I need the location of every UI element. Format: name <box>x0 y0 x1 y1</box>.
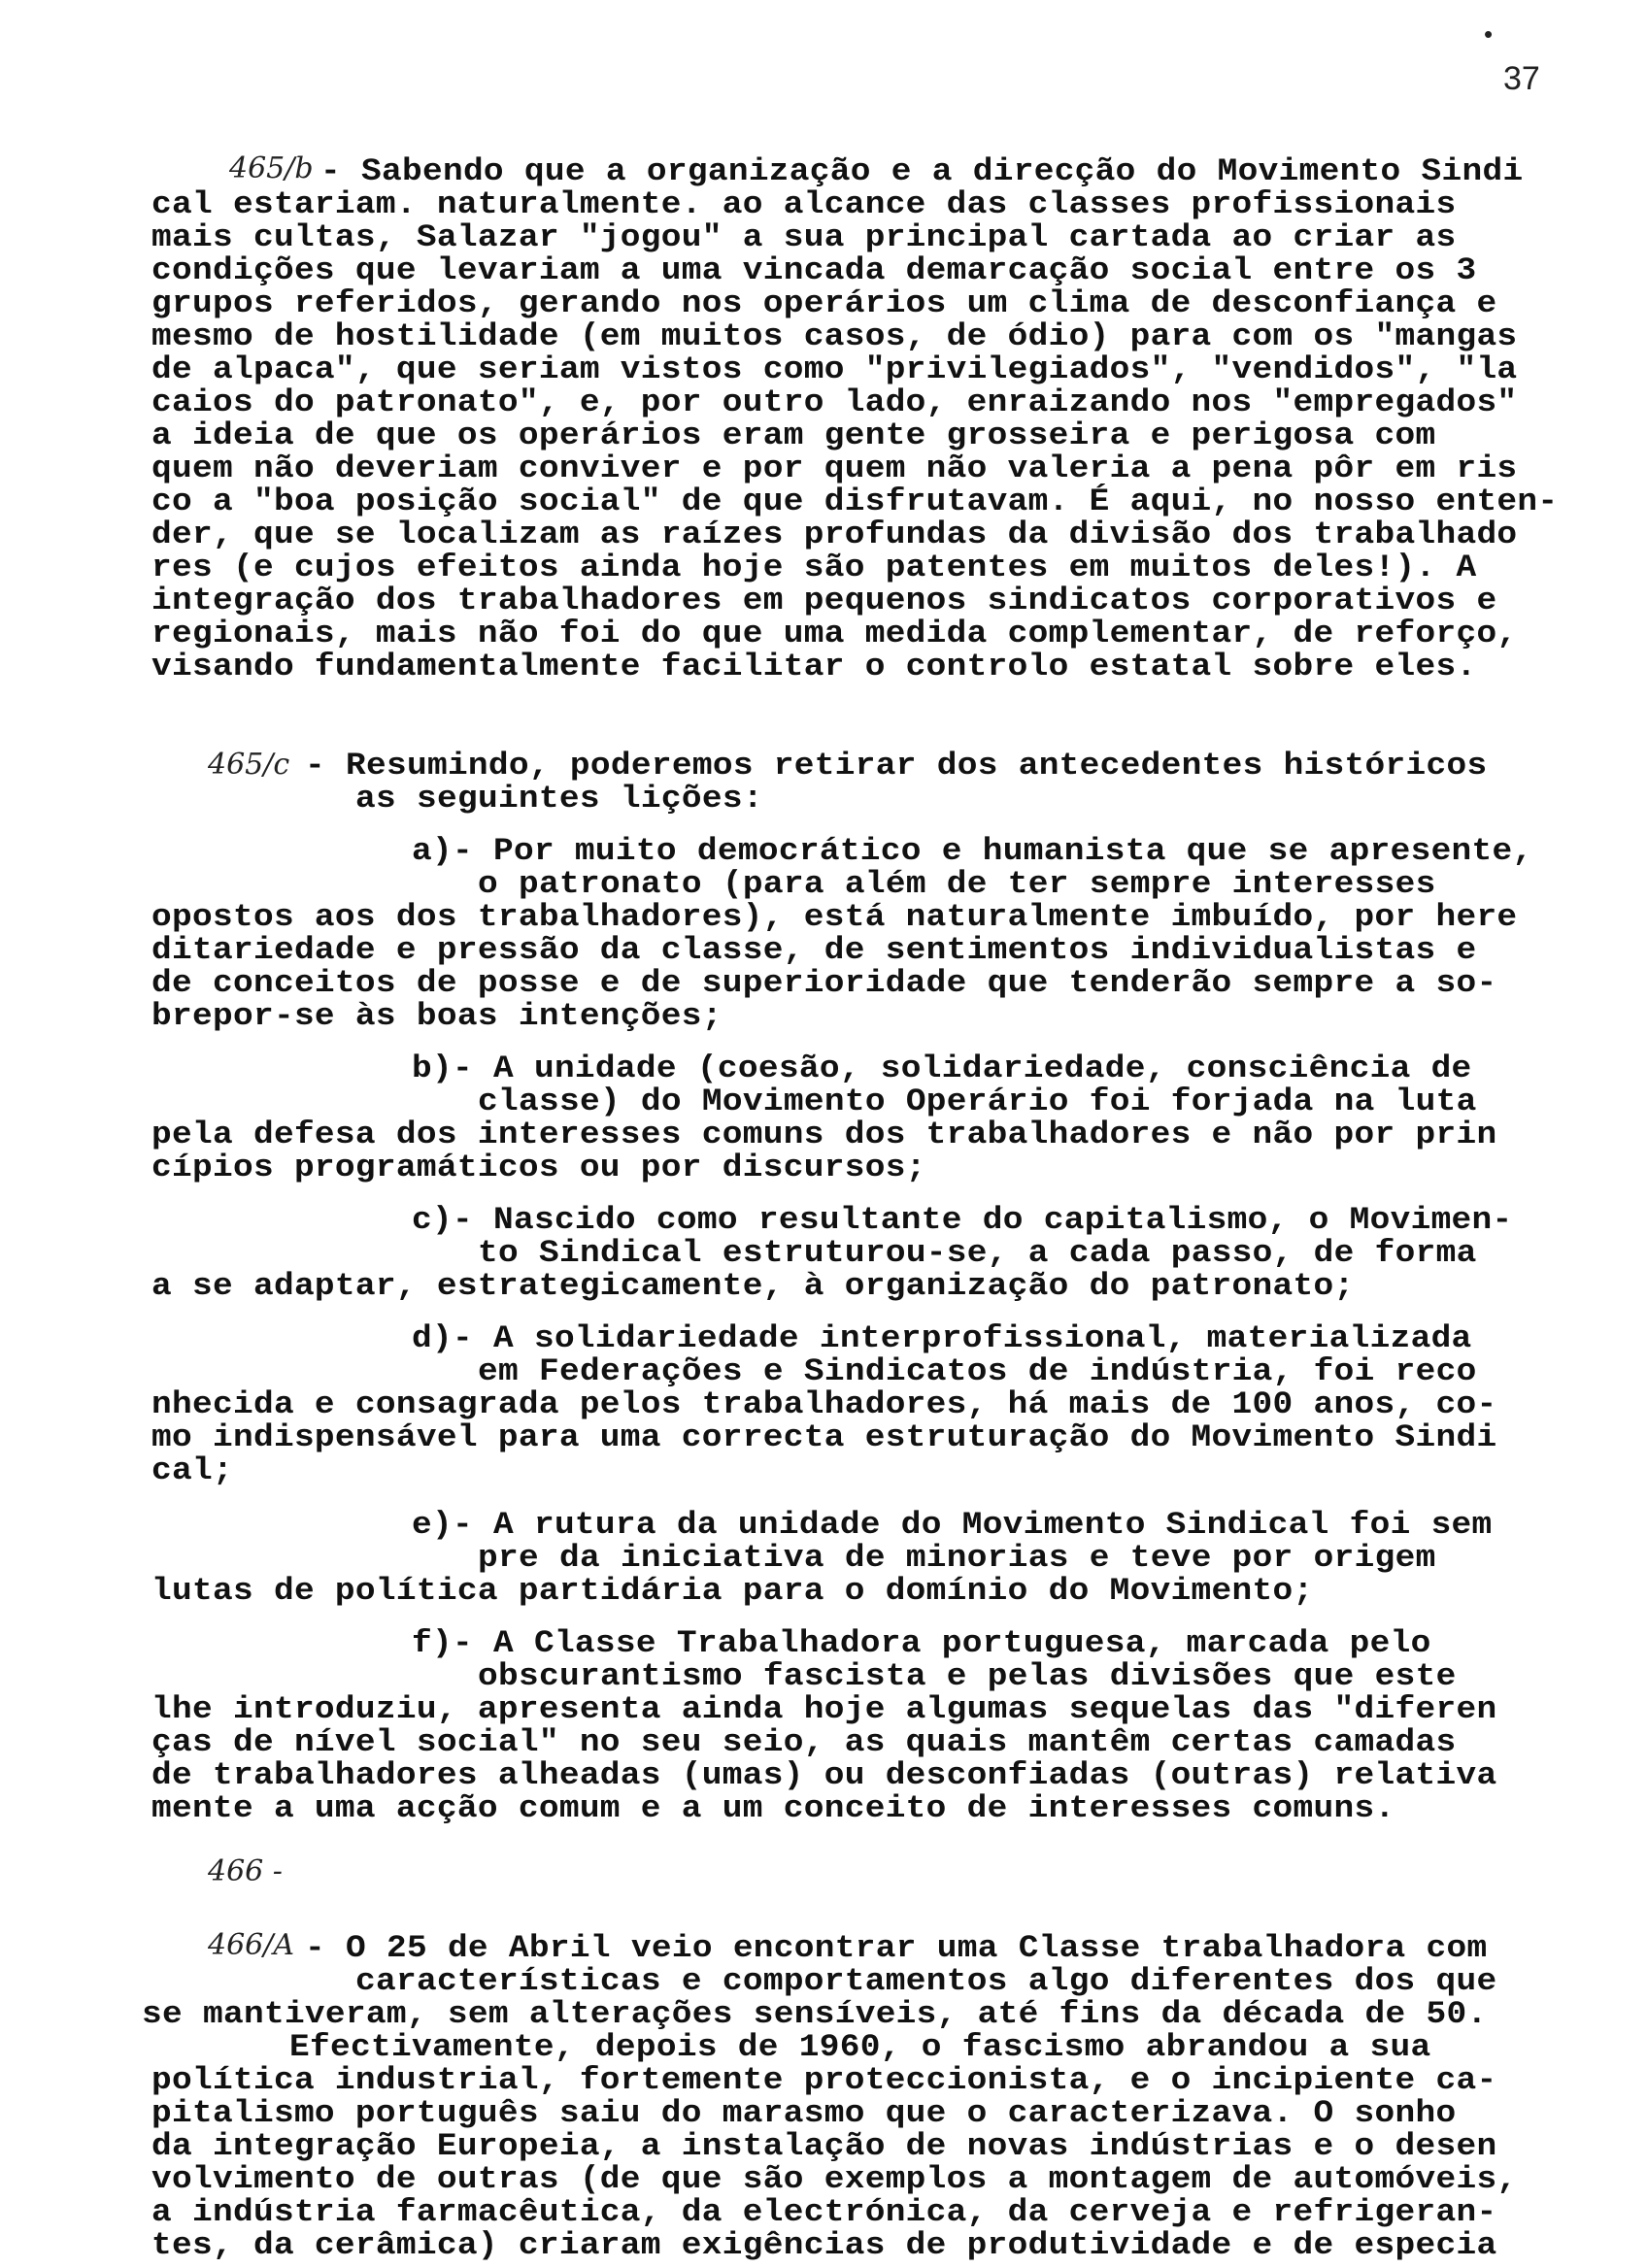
text-line: lhe introduziu, apresenta ainda hoje algumas sequelas das "diferen <box>151 1691 1497 1727</box>
item-second-line: o patronato (para além de ter sempre interesses <box>478 866 1436 902</box>
text-line: res (e cujos efeitos ainda hoje são patentes em muitos deles!). A <box>151 550 1477 585</box>
page-number: 37 <box>1503 60 1540 97</box>
item-first-line: b)- A unidade (coesão, solidariedade, consciência de <box>412 1051 1472 1086</box>
text-line: mais cultas, Salazar "jogou" a sua principal cartada ao criar as <box>151 219 1457 255</box>
text-line: política industrial, fortemente proteccionista, e o incipiente ca- <box>151 2062 1497 2098</box>
text-line: ças de nível social" no seu seio, as quais mantêm certas camadas <box>151 1724 1457 1760</box>
item-first-line: a)- Por muito democrático e humanista que se apresente, <box>412 833 1533 869</box>
text-line: de alpaca", que seriam vistos como "privilegiados", "vendidos", "la <box>151 351 1518 387</box>
text-line: opostos aos dos trabalhadores), está naturalmente imbuído, por here <box>151 899 1518 935</box>
item-first-line: d)- A solidariedade interprofissional, materializada <box>412 1320 1472 1356</box>
text-line: tes, da cerâmica) criaram exigências de produtividade e de especia <box>151 2227 1497 2263</box>
section-label: 466 - <box>208 1854 283 1888</box>
text-line: grupos referidos, gerando nos operários um clima de desconfiança e <box>151 285 1497 321</box>
item-second-line: em Federações e Sindicatos de indústria, foi reco <box>478 1353 1477 1389</box>
text-line: mo indispensável para uma correcta estruturação do Movimento Sindi <box>151 1419 1497 1455</box>
text-line: cípios programáticos ou por discursos; <box>151 1150 926 1185</box>
text-line: integração dos trabalhadores em pequenos sindicatos corporativos e <box>151 583 1497 618</box>
text-line: mente a uma acção comum e a um conceito de interesses comuns. <box>151 1790 1395 1826</box>
text-line: volvimento de outras (de que são exemplos a montagem de automóveis, <box>151 2161 1518 2197</box>
text-line: der, que se localizam as raízes profundas da divisão dos trabalhado <box>151 517 1518 552</box>
text-line: de trabalhadores alheadas (umas) ou desconfiadas (outras) relativa <box>151 1757 1497 1793</box>
item-first-line: f)- A Classe Trabalhadora portuguesa, marcada pelo <box>412 1625 1431 1661</box>
text-line: mesmo de hostilidade (em muitos casos, de ódio) para com os "mangas <box>151 318 1518 354</box>
text-line: - Resumindo, poderemos retirar dos antecedentes históricos <box>305 748 1488 784</box>
text-line: - Sabendo que a organização e a direcção do Movimento Sindi <box>320 153 1524 189</box>
item-first-line: e)- A rutura da unidade do Movimento Sindical foi sem <box>412 1507 1493 1543</box>
text-line: da integração Europeia, a instalação de novas indústrias e o desen <box>151 2128 1497 2164</box>
text-line: co a "boa posição social" de que disfrutavam. É aqui, no nosso enten- <box>151 484 1559 519</box>
item-second-line: to Sindical estruturou-se, a cada passo, de forma <box>478 1235 1477 1271</box>
item-first-line: c)- Nascido como resultante do capitalismo, o Movimen- <box>412 1202 1513 1238</box>
text-line: cal; <box>151 1452 233 1488</box>
text-line: ditariedade e pressão da classe, de sentimentos individualistas e <box>151 932 1477 968</box>
text-line: pitalismo português saiu do marasmo que o caracterizava. O sonho <box>151 2095 1457 2131</box>
text-line: cal estariam. naturalmente. ao alcance das classes profissionais <box>151 186 1457 222</box>
item-second-line: classe) do Movimento Operário foi forjada na luta <box>478 1084 1477 1119</box>
text-line: Efectivamente, depois de 1960, o fascismo abrandou a sua <box>289 2029 1431 2065</box>
item-second-line: obscurantismo fascista e pelas divisões que este <box>478 1658 1457 1694</box>
text-line: nhecida e consagrada pelos trabalhadores, há mais de 100 anos, co- <box>151 1386 1497 1422</box>
text-line: quem não deveriam conviver e por quem não valeria a pena pôr em ris <box>151 450 1518 486</box>
text-line: a se adaptar, estrategicamente, à organização do patronato; <box>151 1268 1355 1304</box>
text-line: - O 25 de Abril veio encontrar uma Classe trabalhadora com <box>305 1930 1488 1966</box>
text-line: pela defesa dos interesses comuns dos trabalhadores e não por prin <box>151 1117 1497 1152</box>
section-label: 465/c <box>208 748 290 782</box>
section-label: 465/b <box>229 151 314 185</box>
text-line: condições que levariam a uma vincada demarcação social entre os 3 <box>151 252 1477 288</box>
item-second-line: pre da iniciativa de minorias e teve por origem <box>478 1540 1436 1576</box>
text-line: características e comportamentos algo diferentes dos que <box>355 1963 1497 1999</box>
text-line: de conceitos de posse e de superioridade que tenderão sempre a so- <box>151 965 1497 1001</box>
section-label: 466/A <box>208 1928 295 1962</box>
text-line: lutas de política partidária para o domínio do Movimento; <box>151 1573 1314 1609</box>
text-line: a ideia de que os operários eram gente grosseira e perigosa com <box>151 417 1436 453</box>
text-line: caios do patronato", e, por outro lado, enraizando nos "empregados" <box>151 384 1518 420</box>
text-line: as seguintes lições: <box>355 781 763 817</box>
ink-mark: • <box>1484 19 1494 49</box>
text-line: a indústria farmacêutica, da electrónica, da cerveja e refrigeran- <box>151 2194 1497 2230</box>
text-line: brepor-se às boas intenções; <box>151 998 723 1034</box>
text-line: regionais, mais não foi do que uma medida complementar, de reforço, <box>151 616 1518 651</box>
text-line: visando fundamentalmente facilitar o controlo estatal sobre eles. <box>151 649 1477 684</box>
text-line: se mantiveram, sem alterações sensíveis, até fins da década de 50. <box>142 1996 1488 2032</box>
